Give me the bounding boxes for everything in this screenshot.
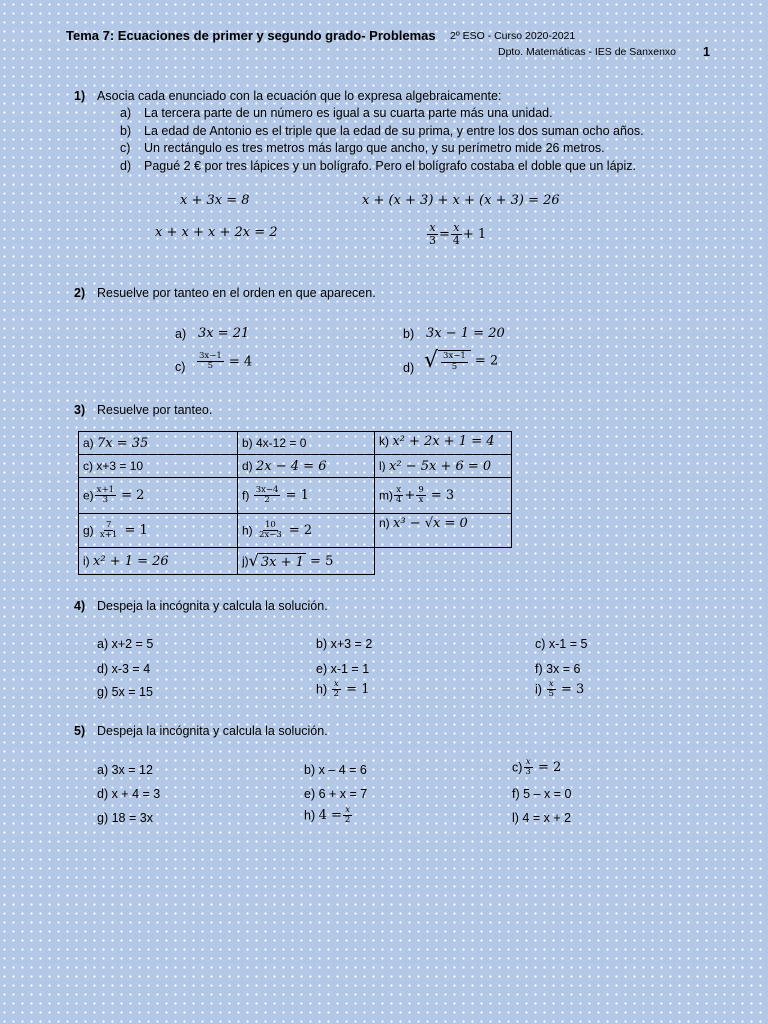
q3-f-denominator: 2 (264, 495, 270, 505)
q5-c-numerator: x (525, 757, 531, 767)
q5-h: h) 4 = $\frac{x}{2}$ (304, 805, 351, 826)
q3-j-rest: = 5 (310, 553, 334, 569)
q5-c-denominator: 3 (525, 767, 531, 778)
q2-number: 2) (74, 286, 86, 300)
q3-cell-h: h) $\frac{10}{2x-3}$ = 2 (238, 514, 375, 548)
sqrt-symbol-icon: √ (248, 551, 259, 570)
q2-text: Resuelve por tanteo en el orden en que aparecen. (97, 286, 376, 300)
q3-e-rest: = 2 (121, 488, 145, 503)
q3-j-radicand: 3x + 1 (260, 554, 304, 570)
q4-number: 4) (74, 599, 86, 613)
q2-d-numerator: 3x−1 (443, 351, 466, 362)
q1-item-b-text: La edad de Antonio es el triple que la edad de su prima, y entre los dos suman ocho años. (144, 124, 644, 138)
q4-i-numerator: x (548, 679, 554, 689)
q2-c-denominator: 5 (207, 361, 214, 372)
q1-item-b-label: b) (120, 124, 132, 138)
q4-h-rest: = 1 (346, 682, 370, 698)
q1-equation-2: x + (x + 3) + x + (x + 3) = 26 (362, 193, 560, 208)
q4-i-denominator: 5 (548, 689, 554, 700)
q4-i: i) $\frac{x}{5}$ = 3 (535, 679, 585, 700)
q3-cell-g: g) $\frac{7}{x+1}$ = 1 (79, 514, 238, 548)
q3-e-numerator: x+1 (96, 484, 114, 495)
q3-cell-empty (375, 548, 512, 575)
q3-e-denominator: 3 (102, 495, 109, 505)
q3-h-numerator: 10 (264, 519, 276, 530)
q1-number: 1) (74, 89, 86, 103)
q2-d-equation (424, 350, 498, 372)
q4-i-rest: = 3 (561, 682, 585, 698)
q4-a: a) x+2 = 5 (97, 637, 154, 651)
q1-item-c-label: c) (120, 141, 131, 155)
q5-a: a) 3x = 12 (97, 763, 153, 777)
q3-cell-n: n) x³ − √x = 0 (375, 514, 512, 548)
q3-cell-i: i) x² + 1 = 26 (79, 548, 238, 575)
q3-cell-m: m) $\frac{x}{4}$ + $\frac{9}{x}$ = 3 (375, 478, 512, 514)
q5-b: b) x – 4 = 6 (304, 763, 367, 777)
q2-d-denominator: 5 (451, 361, 458, 372)
q5-f: f) 5 – x = 0 (512, 787, 572, 801)
q1-text: Asocia cada enunciado con la ecuación que lo expresa algebraicamente: (97, 89, 502, 103)
q2-c-equation (196, 352, 252, 372)
q1-equation-3: x + x + x + 2x = 2 (155, 225, 278, 240)
q3-number: 3) (74, 403, 86, 417)
q3-cell-c: c) x+3 = 10 (79, 455, 238, 478)
q3-m-rest: = 3 (430, 488, 455, 503)
q2-c-label: c) (175, 360, 186, 374)
q4-g: g) 5x = 15 (97, 685, 153, 699)
q1-item-c-text: Un rectángulo es tres metros más largo que ancho, y su perímetro mide 26 metros. (144, 141, 605, 155)
q3-g-rest: = 1 (124, 523, 148, 538)
q5-number: 5) (74, 724, 86, 738)
q4-d: d) x-3 = 4 (97, 662, 151, 676)
q3-g-numerator: 7 (105, 519, 112, 530)
q3-cell-b: b) 4x-12 = 0 (238, 432, 375, 455)
q3-text: Resuelve por tanteo. (97, 403, 213, 417)
q1-item-a-label: a) (120, 106, 132, 120)
q5-h-numerator: x (345, 805, 351, 815)
worksheet-title: Tema 7: Ecuaciones de primer y segundo grado- Problemas (66, 28, 436, 43)
q1-equation-4-rest: + 1 (462, 227, 487, 243)
q5-c: c) $\frac{x}{3}$ = 2 (512, 757, 562, 778)
q4-h-numerator: x (333, 679, 339, 689)
q5-h-denominator: 2 (344, 815, 351, 826)
sqrt-symbol-icon: √ (424, 348, 439, 373)
q5-e: e) 6 + x = 7 (304, 787, 368, 801)
q3-f-numerator: 3x−4 (255, 484, 279, 495)
q3-m-plus: + (404, 488, 416, 503)
q5-d: d) x + 4 = 3 (97, 787, 161, 801)
q2-c-rest: = 4 (228, 354, 253, 370)
q2-a-equation: 3x = 21 (198, 326, 250, 341)
q3-n-equation: x³ − √x = 0 (393, 516, 468, 531)
q5-c-rest: = 2 (537, 760, 562, 776)
q3-cell-e: e) $\frac{x+1}{3}$ = 2 (79, 478, 238, 514)
department-label: Dpto. Matemáticas - IES de Sanxenxo (498, 46, 677, 58)
q1-item-d-text: Pagué 2 € por tres lápices y un bolígrafo. Pero el bolígrafo costaba el doble que un lápiz. (144, 159, 636, 173)
q1-item-a-text: La tercera parte de un número es igual a su cuarta parte más una unidad. (144, 106, 553, 120)
q1-item-d-label: d) (120, 159, 132, 173)
q3-f-rest: = 1 (285, 488, 309, 503)
q3-k-equation: x² + 2x + 1 = 4 (392, 434, 495, 449)
q3-cell-d: d) 2x − 4 = 6 (238, 455, 375, 478)
q2-b-equation: 3x − 1 = 20 (426, 326, 505, 341)
q5-h-lhs: 4 = (318, 808, 342, 824)
q2-c-numerator: 3x−1 (199, 351, 222, 361)
q5-text: Despeja la incógnita y calcula la solución. (97, 724, 328, 738)
q3-h-rest: = 2 (288, 523, 313, 538)
q3-cell-l: l) x² − 5x + 6 = 0 (375, 455, 512, 478)
q5-l: l) 4 = x + 2 (512, 811, 572, 825)
q3-h-denominator: 2x−3 (259, 530, 282, 540)
course-label: 2º ESO - Curso 2020-2021 (450, 30, 576, 42)
q3-cell-a: a) 7x = 35 (79, 432, 238, 455)
q3-a-equation: 7x = 35 (97, 435, 149, 451)
q3-i-equation: x² + 1 = 26 (93, 553, 169, 569)
q2-d-rest: = 2 (474, 353, 499, 369)
q2-a-label: a) (175, 327, 187, 341)
q5-g: g) 18 = 3x (97, 811, 153, 825)
q3-l-equation: x² − 5x + 6 = 0 (389, 458, 492, 474)
q4-f: f) 3x = 6 (535, 662, 581, 676)
q4-text: Despeja la incógnita y calcula la solución. (97, 599, 328, 613)
q4-e: e) x-1 = 1 (316, 662, 370, 676)
q4-b: b) x+3 = 2 (316, 637, 373, 651)
q3-d-equation: 2x − 4 = 6 (256, 458, 327, 474)
q3-cell-f: f) $\frac{3x-4}{2}$ = 1 (238, 478, 375, 514)
page-number: 1 (703, 45, 710, 59)
q3-m-denominator-1: 4 (396, 495, 402, 505)
q4-h-denominator: 2 (333, 689, 340, 700)
q3-table (78, 431, 512, 575)
q1-equation-1: x + 3x = 8 (180, 193, 250, 208)
q3-cell-j: j) √ 3x + 1 = 5 (238, 548, 375, 575)
q3-cell-k: k) x² + 2x + 1 = 4 (375, 432, 512, 455)
q3-m-numerator-2: 9 (418, 484, 424, 495)
q4-c: c) x-1 = 5 (535, 637, 588, 651)
q3-g-denominator: x+1 (100, 530, 118, 540)
q1-equation-4: $\frac{x}{3}$ = $\frac{x}{4}$ + 1 (429, 221, 487, 248)
q2-b-label: b) (403, 327, 415, 341)
q3-m-denominator-2: x (418, 495, 424, 505)
q3-m-numerator-1: x (396, 484, 402, 495)
q2-d-label: d) (403, 361, 415, 375)
q4-h: h) $\frac{x}{2}$ = 1 (316, 679, 370, 700)
